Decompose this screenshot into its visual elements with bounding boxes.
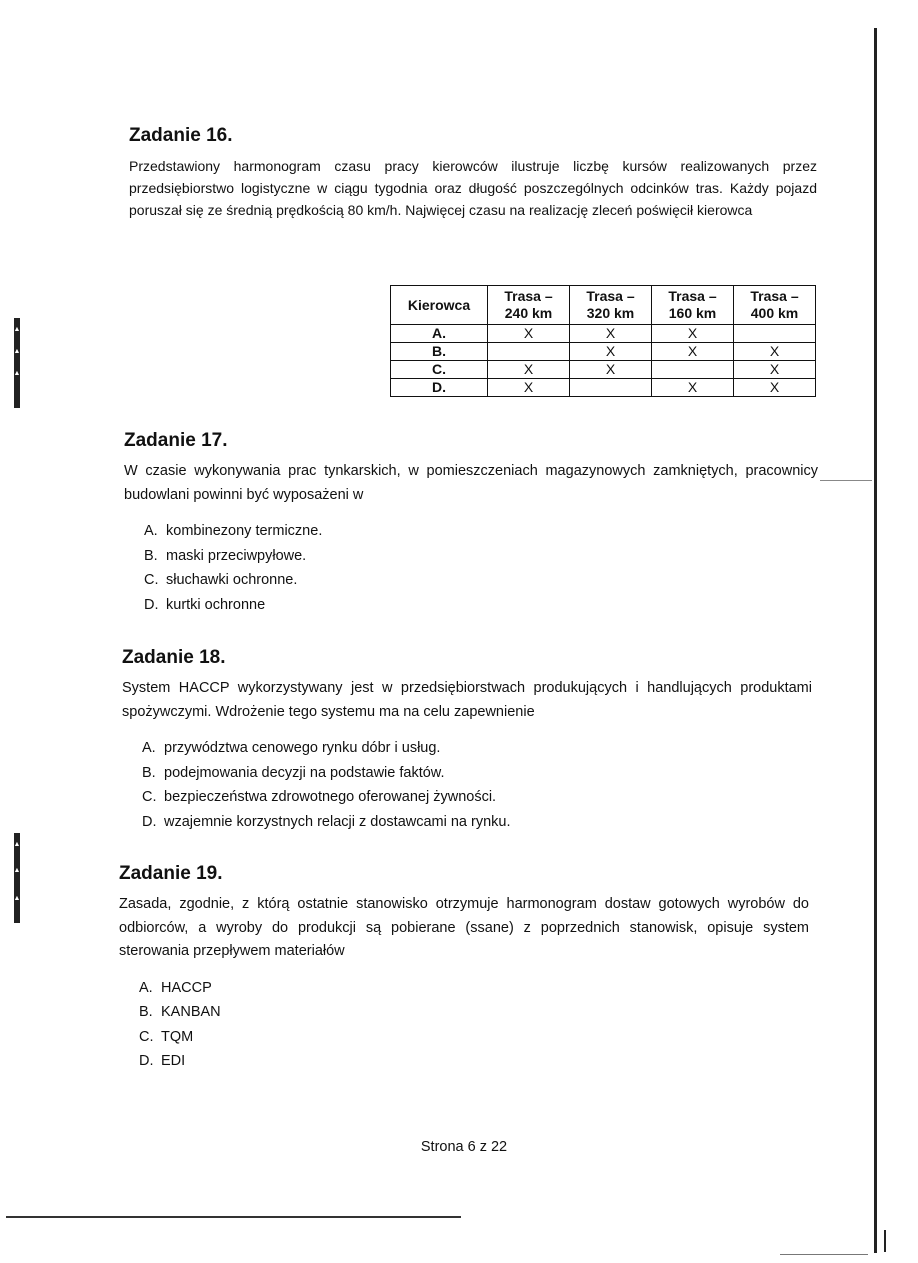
route-cell: X <box>570 361 652 379</box>
option-letter: C. <box>142 789 157 805</box>
option-letter: D. <box>142 813 157 830</box>
option-letter: A. <box>142 740 156 756</box>
header-route-distance: 400 km <box>750 305 799 321</box>
table-row <box>391 361 816 379</box>
answer-option-a <box>142 736 812 761</box>
table-row <box>391 325 816 343</box>
answer-option-c <box>144 568 818 593</box>
option-letter: B. <box>142 764 156 781</box>
option-text: słuchawki ochronne. <box>166 572 298 588</box>
option-text: KANBAN <box>161 1004 221 1020</box>
answer-option-c <box>142 785 812 810</box>
answer-option-d <box>142 810 812 835</box>
task-19 <box>119 863 809 1074</box>
route-cell: X <box>652 379 734 397</box>
header-route-label: Trasa – <box>586 288 635 304</box>
route-cell <box>652 361 734 379</box>
scan-bottom-line-right <box>780 1254 868 1255</box>
option-text: wzajemnie korzystnych relacji z dostawcami na rynku. <box>164 813 511 830</box>
header-route-320 <box>570 286 652 325</box>
table-row <box>391 343 816 361</box>
task-18-options <box>142 736 812 834</box>
option-text: bezpieczeństwa zdrowotnego oferowanej żywności. <box>164 789 497 805</box>
task-16-title: Zadanie 16. <box>129 125 233 146</box>
route-cell <box>570 379 652 397</box>
scan-bottom-line <box>6 1216 461 1218</box>
driver-cell: C. <box>391 361 488 379</box>
answer-option-b <box>142 761 812 786</box>
task-18 <box>122 647 812 834</box>
header-route-160 <box>652 286 734 325</box>
route-cell: X <box>488 361 570 379</box>
driver-cell: A. <box>391 325 488 343</box>
scan-right-margin-line <box>874 28 877 1253</box>
task-18-title: Zadanie 18. <box>122 647 226 668</box>
task-17 <box>124 430 818 617</box>
option-letter: C. <box>144 572 159 588</box>
task-17-title: Zadanie 17. <box>124 430 228 451</box>
task-19-options <box>139 976 809 1074</box>
route-cell: X <box>488 325 570 343</box>
header-route-400 <box>734 286 816 325</box>
header-route-label: Trasa – <box>504 288 553 304</box>
route-cell: X <box>652 343 734 361</box>
route-cell: X <box>570 325 652 343</box>
answer-option-a <box>144 519 818 544</box>
answer-option-c <box>139 1025 809 1050</box>
option-letter: D. <box>144 596 159 613</box>
option-letter: A. <box>144 523 158 539</box>
option-text: HACCP <box>161 979 212 996</box>
option-text: kombinezony termiczne. <box>166 523 323 539</box>
option-text: przywództwa cenowego rynku dóbr i usług. <box>164 740 441 756</box>
header-route-distance: 160 km <box>668 305 717 321</box>
route-cell: X <box>488 379 570 397</box>
option-text: podejmowania decyzji na podstawie faktów. <box>164 764 445 781</box>
page-number: Strona 6 z 22 <box>420 1139 508 1155</box>
route-cell: X <box>734 361 816 379</box>
route-cell <box>734 325 816 343</box>
route-cell: X <box>734 379 816 397</box>
route-cell: X <box>652 325 734 343</box>
task-16-text: Przedstawiony harmonogram czasu pracy kierowców ilustruje liczbę kursów realizowanych przez przedsiębiorstwo logistyczne w ciągu tygodnia oraz długość poszczególnych odcinków tras. Każdy pojazd poruszał się ze średnią prędkością 80 km/h. Najwięcej czasu na realizację zleceń poświęcił kierowca <box>129 158 817 218</box>
scan-right-tick <box>884 1230 886 1252</box>
route-cell <box>488 343 570 361</box>
task-19-title: Zadanie 19. <box>119 863 223 884</box>
option-text: EDI <box>161 1053 186 1069</box>
driver-cell: B. <box>391 343 488 361</box>
option-text: kurtki ochronne <box>166 596 266 613</box>
header-route-label: Trasa – <box>668 288 717 304</box>
table-row <box>391 379 816 397</box>
task-17-options <box>144 519 818 617</box>
task-19-text: Zasada, zgodnie, z którą ostatnie stanowisko otrzymuje harmonogram dostaw gotowych wyrobów do odbiorców, a wyroby do produkcji są pobierane (ssane) z poprzednich stanowisk, opisuje system sterowania przepływem materiałów <box>119 896 809 959</box>
header-driver: Kierowca <box>391 286 488 325</box>
task-18-text: System HACCP wykorzystywany jest w przedsiębiorstwach produkujących i handlujących produktami spożywczymi. Wdrożenie tego systemu ma na celu zapewnienie <box>122 680 812 720</box>
driver-cell: D. <box>391 379 488 397</box>
option-text: maski przeciwpyłowe. <box>166 547 307 564</box>
answer-option-b <box>139 1000 809 1025</box>
option-text: TQM <box>161 1028 194 1045</box>
answer-option-a <box>139 976 809 1001</box>
header-route-distance: 240 km <box>504 305 553 321</box>
option-letter: C. <box>139 1028 154 1045</box>
option-letter: D. <box>139 1053 154 1069</box>
table-header-row <box>391 286 816 325</box>
header-route-240 <box>488 286 570 325</box>
binder-mark-top: ▲ ▲ ▲ <box>14 318 20 408</box>
task-16 <box>129 125 817 221</box>
option-letter: A. <box>139 979 153 996</box>
answer-option-b <box>144 544 818 569</box>
answer-option-d <box>139 1049 809 1074</box>
header-route-label: Trasa – <box>750 288 799 304</box>
route-cell: X <box>570 343 652 361</box>
driver-schedule-table <box>390 285 816 397</box>
answer-option-d <box>144 593 818 618</box>
option-letter: B. <box>144 547 158 564</box>
binder-mark-bottom: ▲ ▲ ▲ <box>14 833 20 923</box>
header-route-distance: 320 km <box>586 305 635 321</box>
scan-stray-line <box>820 480 872 481</box>
task-17-text: W czasie wykonywania prac tynkarskich, w pomieszczeniach magazynowych zamkniętych, pracownicy budowlani powinni być wyposażeni w <box>124 463 818 503</box>
option-letter: B. <box>139 1004 153 1020</box>
route-cell: X <box>734 343 816 361</box>
